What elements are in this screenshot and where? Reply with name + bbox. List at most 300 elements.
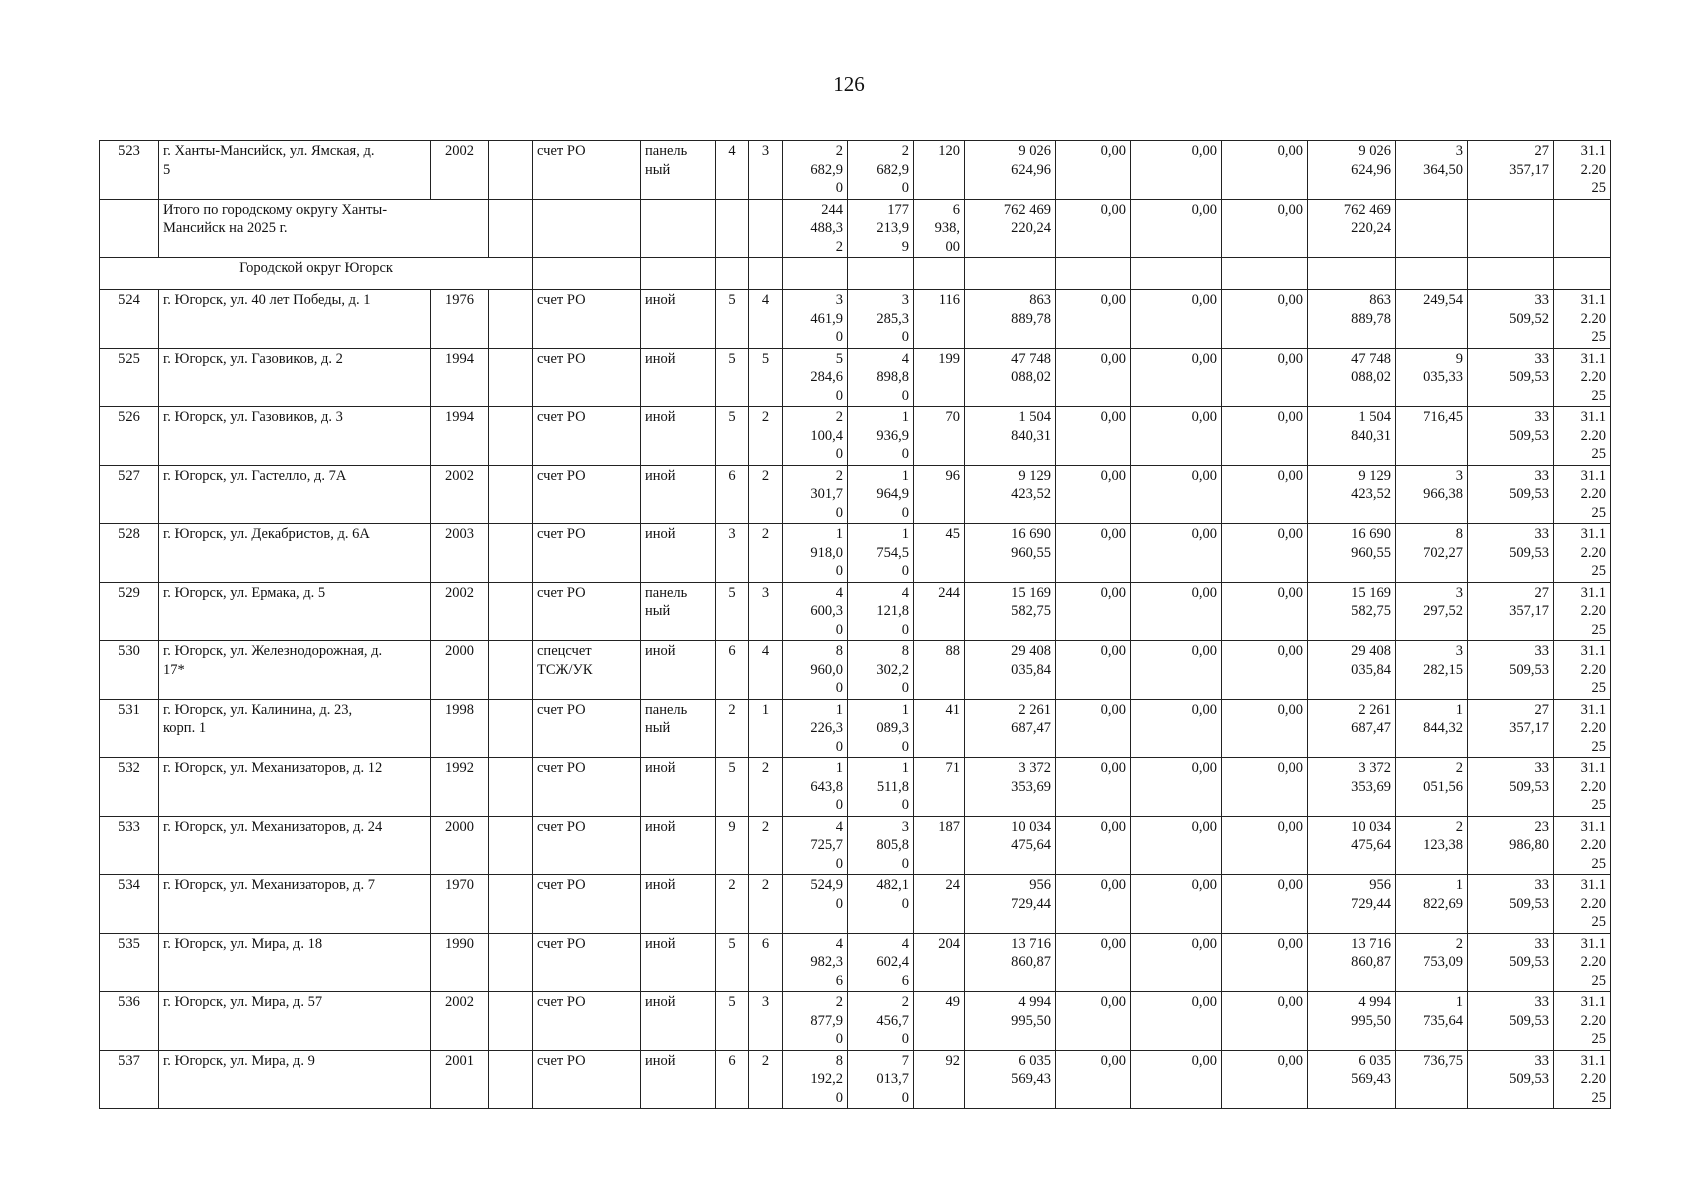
cell-residential-area: 1 936,9 0	[848, 407, 914, 466]
cell-entrances: 3	[749, 992, 783, 1051]
cell-max-unit-cost: 27 357,17	[1468, 582, 1554, 641]
cell-floors: 5	[716, 992, 749, 1051]
cell-empty	[489, 199, 533, 258]
cell-year-built: 1990	[431, 933, 489, 992]
cell-residents: 187	[914, 816, 965, 875]
cell-residential-area: 482,1 0	[848, 875, 914, 934]
cell-unit-cost: 3 966,38	[1396, 465, 1468, 524]
cell-deadline: 31.1 2.20 25	[1554, 141, 1611, 200]
cell-cost-owners: 9 129 423,52	[1308, 465, 1396, 524]
cell-address: г. Югорск, ул. Гастелло, д. 7А	[159, 465, 431, 524]
cell-total-area: 1 643,8 0	[783, 758, 848, 817]
cell-residential-area: 4 121,8 0	[848, 582, 914, 641]
cell-deadline: 31.1 2.20 25	[1554, 582, 1611, 641]
cell-year-built: 1976	[431, 290, 489, 349]
cell-floors: 5	[716, 407, 749, 466]
table-row	[100, 465, 1611, 524]
table-row	[100, 141, 1611, 200]
cell-residents: 41	[914, 699, 965, 758]
cell-cost-owners: 6 035 569,43	[1308, 1050, 1396, 1109]
cell-entrances: 2	[749, 816, 783, 875]
cell-empty	[533, 258, 641, 290]
section-title: Городской округ Югорск	[100, 258, 533, 290]
cell-address: г. Югорск, ул. Мира, д. 9	[159, 1050, 431, 1109]
table-row	[100, 758, 1611, 817]
cell-entrances: 1	[749, 699, 783, 758]
cell-row-number: 527	[100, 465, 159, 524]
cell-cost-fund: 0,00	[1056, 290, 1131, 349]
cell-cost-total: 6 035 569,43	[965, 1050, 1056, 1109]
cell-total-area: 524,9 0	[783, 875, 848, 934]
cell-total-area: 2 100,4 0	[783, 407, 848, 466]
cell-total-area: 8 960,0 0	[783, 641, 848, 700]
cell-empty-cell	[489, 816, 533, 875]
cell-wall-material: иной	[641, 524, 716, 583]
cell-cost-budget: 0,00	[1131, 699, 1222, 758]
cell-cost-total: 47 748 088,02	[965, 348, 1056, 407]
cell-cost-total: 1 504 840,31	[965, 407, 1056, 466]
cell-empty	[716, 258, 749, 290]
cell-cost-municipal: 0,00	[1222, 758, 1308, 817]
cell-cost-total: 10 034 475,64	[965, 816, 1056, 875]
cell-fund-method: счет РО	[533, 992, 641, 1051]
total-row	[100, 199, 1611, 258]
cell-cost-fund: 0,00	[1056, 407, 1131, 466]
cell-empty	[1554, 258, 1611, 290]
cell-residential-area: 4 898,8 0	[848, 348, 914, 407]
cell-empty-cell	[489, 1050, 533, 1109]
table-row	[100, 407, 1611, 466]
cell-year-built: 1994	[431, 407, 489, 466]
cell-residential-area: 3 285,3 0	[848, 290, 914, 349]
cell-empty-cell	[489, 582, 533, 641]
cell-empty-cell	[489, 524, 533, 583]
cell-max-unit-cost: 27 357,17	[1468, 699, 1554, 758]
cell-row-number: 531	[100, 699, 159, 758]
cell-empty	[1308, 258, 1396, 290]
cell-residential-area: 2 682,9 0	[848, 141, 914, 200]
cell-deadline: 31.1 2.20 25	[1554, 641, 1611, 700]
cell-deadline: 31.1 2.20 25	[1554, 875, 1611, 934]
cell-max-unit-cost: 33 509,53	[1468, 348, 1554, 407]
cell-empty	[1554, 199, 1611, 258]
table-row	[100, 641, 1611, 700]
cell-cost-total: 29 408 035,84	[965, 641, 1056, 700]
cell-empty	[641, 258, 716, 290]
cell-total-area: 4 600,3 0	[783, 582, 848, 641]
cell-total-area: 1 918,0 0	[783, 524, 848, 583]
cell-empty-cell	[489, 641, 533, 700]
cell-cost-municipal: 0,00	[1222, 465, 1308, 524]
cell-residential-area: 1 089,3 0	[848, 699, 914, 758]
cell-residents: 244	[914, 582, 965, 641]
cell-cost-owners: 2 261 687,47	[1308, 699, 1396, 758]
cell-year-built: 2002	[431, 465, 489, 524]
cell-wall-material: иной	[641, 407, 716, 466]
cell-entrances: 2	[749, 465, 783, 524]
cell-deadline: 31.1 2.20 25	[1554, 1050, 1611, 1109]
cell-floors: 9	[716, 816, 749, 875]
cell-cost-fund: 0,00	[1056, 758, 1131, 817]
cell-unit-cost: 1 822,69	[1396, 875, 1468, 934]
cell-max-unit-cost: 33 509,52	[1468, 290, 1554, 349]
cell-row-number: 532	[100, 758, 159, 817]
cell-residents: 88	[914, 641, 965, 700]
cell-cost-fund: 0,00	[1056, 992, 1131, 1051]
cell-year-built: 1970	[431, 875, 489, 934]
cell-wall-material: панель ный	[641, 582, 716, 641]
cell-cost-municipal: 0,00	[1222, 141, 1308, 200]
cell-cost-fund: 0,00	[1056, 1050, 1131, 1109]
cell-wall-material: иной	[641, 290, 716, 349]
cell-empty	[1056, 258, 1131, 290]
cell-empty	[1222, 258, 1308, 290]
cell-fund-method: спецсчет ТСЖ/УК	[533, 641, 641, 700]
cell-cost-municipal: 0,00	[1222, 290, 1308, 349]
section-header-row	[100, 258, 1611, 290]
table-row	[100, 933, 1611, 992]
cell-total-area: 2 877,9 0	[783, 992, 848, 1051]
cell-fund-method: счет РО	[533, 933, 641, 992]
cell-cost-budget: 0,00	[1131, 290, 1222, 349]
cell-cost-total: 3 372 353,69	[965, 758, 1056, 817]
cell-empty-cell	[489, 290, 533, 349]
cell-cost-municipal: 0,00	[1222, 348, 1308, 407]
cell-cost-budget: 0,00	[1131, 348, 1222, 407]
cell-address: г. Югорск, ул. Мира, д. 18	[159, 933, 431, 992]
cell-cost-budget: 0,00	[1131, 141, 1222, 200]
cell-address: г. Югорск, ул. Газовиков, д. 3	[159, 407, 431, 466]
cell-empty	[749, 258, 783, 290]
cell-cost-budget: 0,00	[1131, 933, 1222, 992]
cell-cost-total: 4 994 995,50	[965, 992, 1056, 1051]
total-cost-total: 762 469 220,24	[965, 199, 1056, 258]
cell-address: г. Югорск, ул. 40 лет Победы, д. 1	[159, 290, 431, 349]
cell-cost-owners: 4 994 995,50	[1308, 992, 1396, 1051]
cell-empty	[1396, 199, 1468, 258]
cell-cost-total: 956 729,44	[965, 875, 1056, 934]
cell-total-area: 4 725,7 0	[783, 816, 848, 875]
cell-wall-material: иной	[641, 992, 716, 1051]
cell-max-unit-cost: 33 509,53	[1468, 875, 1554, 934]
cell-cost-fund: 0,00	[1056, 465, 1131, 524]
cell-max-unit-cost: 33 509,53	[1468, 992, 1554, 1051]
cell-row-number: 524	[100, 290, 159, 349]
table-row	[100, 290, 1611, 349]
cell-address: г. Югорск, ул. Механизаторов, д. 24	[159, 816, 431, 875]
total-c12: 0,00	[1056, 199, 1131, 258]
cell-cost-total: 13 716 860,87	[965, 933, 1056, 992]
cell-unit-cost: 249,54	[1396, 290, 1468, 349]
cell-total-area: 2 682,9 0	[783, 141, 848, 200]
cell-row-number: 529	[100, 582, 159, 641]
cell-unit-cost: 1 844,32	[1396, 699, 1468, 758]
cell-cost-total: 863 889,78	[965, 290, 1056, 349]
cell-cost-budget: 0,00	[1131, 992, 1222, 1051]
cell-cost-total: 16 690 960,55	[965, 524, 1056, 583]
cell-entrances: 3	[749, 582, 783, 641]
cell-max-unit-cost: 27 357,17	[1468, 141, 1554, 200]
cell-year-built: 1992	[431, 758, 489, 817]
cell-empty	[749, 199, 783, 258]
cell-year-built: 1998	[431, 699, 489, 758]
total-cost-owners: 762 469 220,24	[1308, 199, 1396, 258]
cell-cost-budget: 0,00	[1131, 758, 1222, 817]
cell-fund-method: счет РО	[533, 465, 641, 524]
cell-row-number: 537	[100, 1050, 159, 1109]
cell-cost-municipal: 0,00	[1222, 699, 1308, 758]
table-row	[100, 816, 1611, 875]
cell-cost-fund: 0,00	[1056, 875, 1131, 934]
cell-floors: 6	[716, 641, 749, 700]
cell-wall-material: панель ный	[641, 699, 716, 758]
cell-residential-area: 1 964,9 0	[848, 465, 914, 524]
cell-residential-area: 4 602,4 6	[848, 933, 914, 992]
cell-unit-cost: 9 035,33	[1396, 348, 1468, 407]
cell-wall-material: иной	[641, 641, 716, 700]
cell-empty	[1468, 258, 1554, 290]
cell-entrances: 4	[749, 641, 783, 700]
cell-cost-owners: 29 408 035,84	[1308, 641, 1396, 700]
cell-cost-owners: 16 690 960,55	[1308, 524, 1396, 583]
cell-year-built: 2002	[431, 992, 489, 1051]
cell-wall-material: иной	[641, 875, 716, 934]
cell-residential-area: 8 302,2 0	[848, 641, 914, 700]
cell-cost-total: 9 129 423,52	[965, 465, 1056, 524]
cell-cost-owners: 47 748 088,02	[1308, 348, 1396, 407]
cell-max-unit-cost: 33 509,53	[1468, 1050, 1554, 1109]
cell-year-built: 2003	[431, 524, 489, 583]
cell-empty	[1396, 258, 1468, 290]
cell-fund-method: счет РО	[533, 141, 641, 200]
cell-cost-municipal: 0,00	[1222, 875, 1308, 934]
cell-cost-budget: 0,00	[1131, 465, 1222, 524]
cell-cost-owners: 10 034 475,64	[1308, 816, 1396, 875]
cell-row-number: 526	[100, 407, 159, 466]
cell-entrances: 4	[749, 290, 783, 349]
total-people: 6 938, 00	[914, 199, 965, 258]
cell-year-built: 1994	[431, 348, 489, 407]
cell-empty	[914, 258, 965, 290]
cell-residential-area: 2 456,7 0	[848, 992, 914, 1051]
total-c13: 0,00	[1131, 199, 1222, 258]
cell-unit-cost: 2 051,56	[1396, 758, 1468, 817]
page-number: 126	[833, 72, 865, 96]
cell-empty-cell	[489, 141, 533, 200]
cell-empty-cell	[489, 992, 533, 1051]
cell-deadline: 31.1 2.20 25	[1554, 699, 1611, 758]
cell-cost-budget: 0,00	[1131, 582, 1222, 641]
cell-wall-material: панель ный	[641, 141, 716, 200]
cell-fund-method: счет РО	[533, 407, 641, 466]
cell-cost-budget: 0,00	[1131, 1050, 1222, 1109]
cell-entrances: 2	[749, 407, 783, 466]
cell-row-number: 528	[100, 524, 159, 583]
cell-address: г. Югорск, ул. Калинина, д. 23, корп. 1	[159, 699, 431, 758]
cell-cost-fund: 0,00	[1056, 816, 1131, 875]
table-row	[100, 699, 1611, 758]
cell-fund-method: счет РО	[533, 290, 641, 349]
table-row	[100, 582, 1611, 641]
cell-residents: 24	[914, 875, 965, 934]
cell-cost-budget: 0,00	[1131, 407, 1222, 466]
cell-total-area: 5 284,6 0	[783, 348, 848, 407]
cell-deadline: 31.1 2.20 25	[1554, 758, 1611, 817]
table-row	[100, 524, 1611, 583]
cell-address: г. Югорск, ул. Ермака, д. 5	[159, 582, 431, 641]
cell-deadline: 31.1 2.20 25	[1554, 933, 1611, 992]
cell-max-unit-cost: 33 509,53	[1468, 524, 1554, 583]
cell-deadline: 31.1 2.20 25	[1554, 524, 1611, 583]
cell-empty-cell	[489, 348, 533, 407]
cell-floors: 5	[716, 933, 749, 992]
total-label: Итого по городскому округу Ханты- Мансийск на 2025 г.	[159, 199, 489, 258]
cell-residents: 70	[914, 407, 965, 466]
cell-address: г. Югорск, ул. Механизаторов, д. 12	[159, 758, 431, 817]
cell-empty-cell	[489, 407, 533, 466]
cell-row-number: 535	[100, 933, 159, 992]
cell-cost-owners: 3 372 353,69	[1308, 758, 1396, 817]
cell-unit-cost: 3 364,50	[1396, 141, 1468, 200]
cell-empty	[533, 199, 641, 258]
cell-wall-material: иной	[641, 465, 716, 524]
cell-empty	[100, 199, 159, 258]
cell-entrances: 2	[749, 524, 783, 583]
cell-cost-municipal: 0,00	[1222, 816, 1308, 875]
cell-empty	[716, 199, 749, 258]
cell-entrances: 5	[749, 348, 783, 407]
cell-cost-owners: 1 504 840,31	[1308, 407, 1396, 466]
cell-entrances: 2	[749, 1050, 783, 1109]
table-row	[100, 875, 1611, 934]
cell-residential-area: 1 754,5 0	[848, 524, 914, 583]
cell-residents: 45	[914, 524, 965, 583]
cell-max-unit-cost: 33 509,53	[1468, 933, 1554, 992]
cell-residents: 120	[914, 141, 965, 200]
cell-total-area: 8 192,2 0	[783, 1050, 848, 1109]
cell-max-unit-cost: 33 509,53	[1468, 758, 1554, 817]
registry-body	[100, 141, 1611, 1109]
cell-unit-cost: 2 753,09	[1396, 933, 1468, 992]
cell-floors: 5	[716, 348, 749, 407]
cell-residents: 71	[914, 758, 965, 817]
cell-cost-total: 9 026 624,96	[965, 141, 1056, 200]
cell-empty	[641, 199, 716, 258]
cell-row-number: 525	[100, 348, 159, 407]
cell-residents: 199	[914, 348, 965, 407]
cell-address: г. Югорск, ул. Механизаторов, д. 7	[159, 875, 431, 934]
cell-unit-cost: 736,75	[1396, 1050, 1468, 1109]
cell-unit-cost: 3 282,15	[1396, 641, 1468, 700]
cell-max-unit-cost: 33 509,53	[1468, 465, 1554, 524]
cell-cost-budget: 0,00	[1131, 875, 1222, 934]
cell-floors: 3	[716, 524, 749, 583]
cell-fund-method: счет РО	[533, 582, 641, 641]
cell-empty-cell	[489, 758, 533, 817]
table-row	[100, 1050, 1611, 1109]
cell-deadline: 31.1 2.20 25	[1554, 465, 1611, 524]
cell-entrances: 3	[749, 141, 783, 200]
cell-wall-material: иной	[641, 1050, 716, 1109]
cell-empty-cell	[489, 465, 533, 524]
cell-cost-budget: 0,00	[1131, 816, 1222, 875]
cell-year-built: 2000	[431, 816, 489, 875]
cell-cost-total: 2 261 687,47	[965, 699, 1056, 758]
cell-empty	[965, 258, 1056, 290]
cell-entrances: 2	[749, 875, 783, 934]
cell-entrances: 2	[749, 758, 783, 817]
cell-address: г. Югорск, ул. Газовиков, д. 2	[159, 348, 431, 407]
cell-row-number: 534	[100, 875, 159, 934]
cell-unit-cost: 2 123,38	[1396, 816, 1468, 875]
cell-address: г. Ханты-Мансийск, ул. Ямская, д. 5	[159, 141, 431, 200]
cell-cost-owners: 9 026 624,96	[1308, 141, 1396, 200]
cell-cost-fund: 0,00	[1056, 348, 1131, 407]
cell-cost-owners: 956 729,44	[1308, 875, 1396, 934]
cell-entrances: 6	[749, 933, 783, 992]
cell-cost-fund: 0,00	[1056, 933, 1131, 992]
cell-cost-municipal: 0,00	[1222, 992, 1308, 1051]
cell-deadline: 31.1 2.20 25	[1554, 992, 1611, 1051]
cell-residential-area: 3 805,8 0	[848, 816, 914, 875]
cell-address: г. Югорск, ул. Мира, д. 57	[159, 992, 431, 1051]
cell-unit-cost: 1 735,64	[1396, 992, 1468, 1051]
cell-wall-material: иной	[641, 758, 716, 817]
cell-wall-material: иной	[641, 348, 716, 407]
cell-cost-fund: 0,00	[1056, 141, 1131, 200]
cell-row-number: 530	[100, 641, 159, 700]
cell-total-area: 1 226,3 0	[783, 699, 848, 758]
cell-unit-cost: 3 297,52	[1396, 582, 1468, 641]
cell-floors: 6	[716, 1050, 749, 1109]
cell-address: г. Югорск, ул. Декабристов, д. 6А	[159, 524, 431, 583]
cell-cost-owners: 15 169 582,75	[1308, 582, 1396, 641]
cell-fund-method: счет РО	[533, 524, 641, 583]
cell-cost-municipal: 0,00	[1222, 641, 1308, 700]
cell-fund-method: счет РО	[533, 699, 641, 758]
cell-cost-budget: 0,00	[1131, 524, 1222, 583]
cell-unit-cost: 716,45	[1396, 407, 1468, 466]
cell-empty-cell	[489, 875, 533, 934]
cell-cost-municipal: 0,00	[1222, 582, 1308, 641]
cell-empty-cell	[489, 699, 533, 758]
cell-floors: 6	[716, 465, 749, 524]
cell-total-area: 3 461,9 0	[783, 290, 848, 349]
table-row	[100, 992, 1611, 1051]
cell-floors: 5	[716, 758, 749, 817]
cell-empty	[848, 258, 914, 290]
cell-max-unit-cost: 23 986,80	[1468, 816, 1554, 875]
cell-cost-fund: 0,00	[1056, 641, 1131, 700]
cell-fund-method: счет РО	[533, 758, 641, 817]
cell-fund-method: счет РО	[533, 1050, 641, 1109]
table-row	[100, 348, 1611, 407]
cell-residents: 116	[914, 290, 965, 349]
cell-row-number: 533	[100, 816, 159, 875]
cell-row-number: 523	[100, 141, 159, 200]
cell-empty	[783, 258, 848, 290]
cell-cost-fund: 0,00	[1056, 582, 1131, 641]
cell-unit-cost: 8 702,27	[1396, 524, 1468, 583]
total-area-total: 244 488,3 2	[783, 199, 848, 258]
total-c14: 0,00	[1222, 199, 1308, 258]
total-area-res: 177 213,9 9	[848, 199, 914, 258]
cell-fund-method: счет РО	[533, 816, 641, 875]
cell-max-unit-cost: 33 509,53	[1468, 407, 1554, 466]
cell-cost-municipal: 0,00	[1222, 1050, 1308, 1109]
cell-cost-owners: 863 889,78	[1308, 290, 1396, 349]
cell-floors: 5	[716, 582, 749, 641]
